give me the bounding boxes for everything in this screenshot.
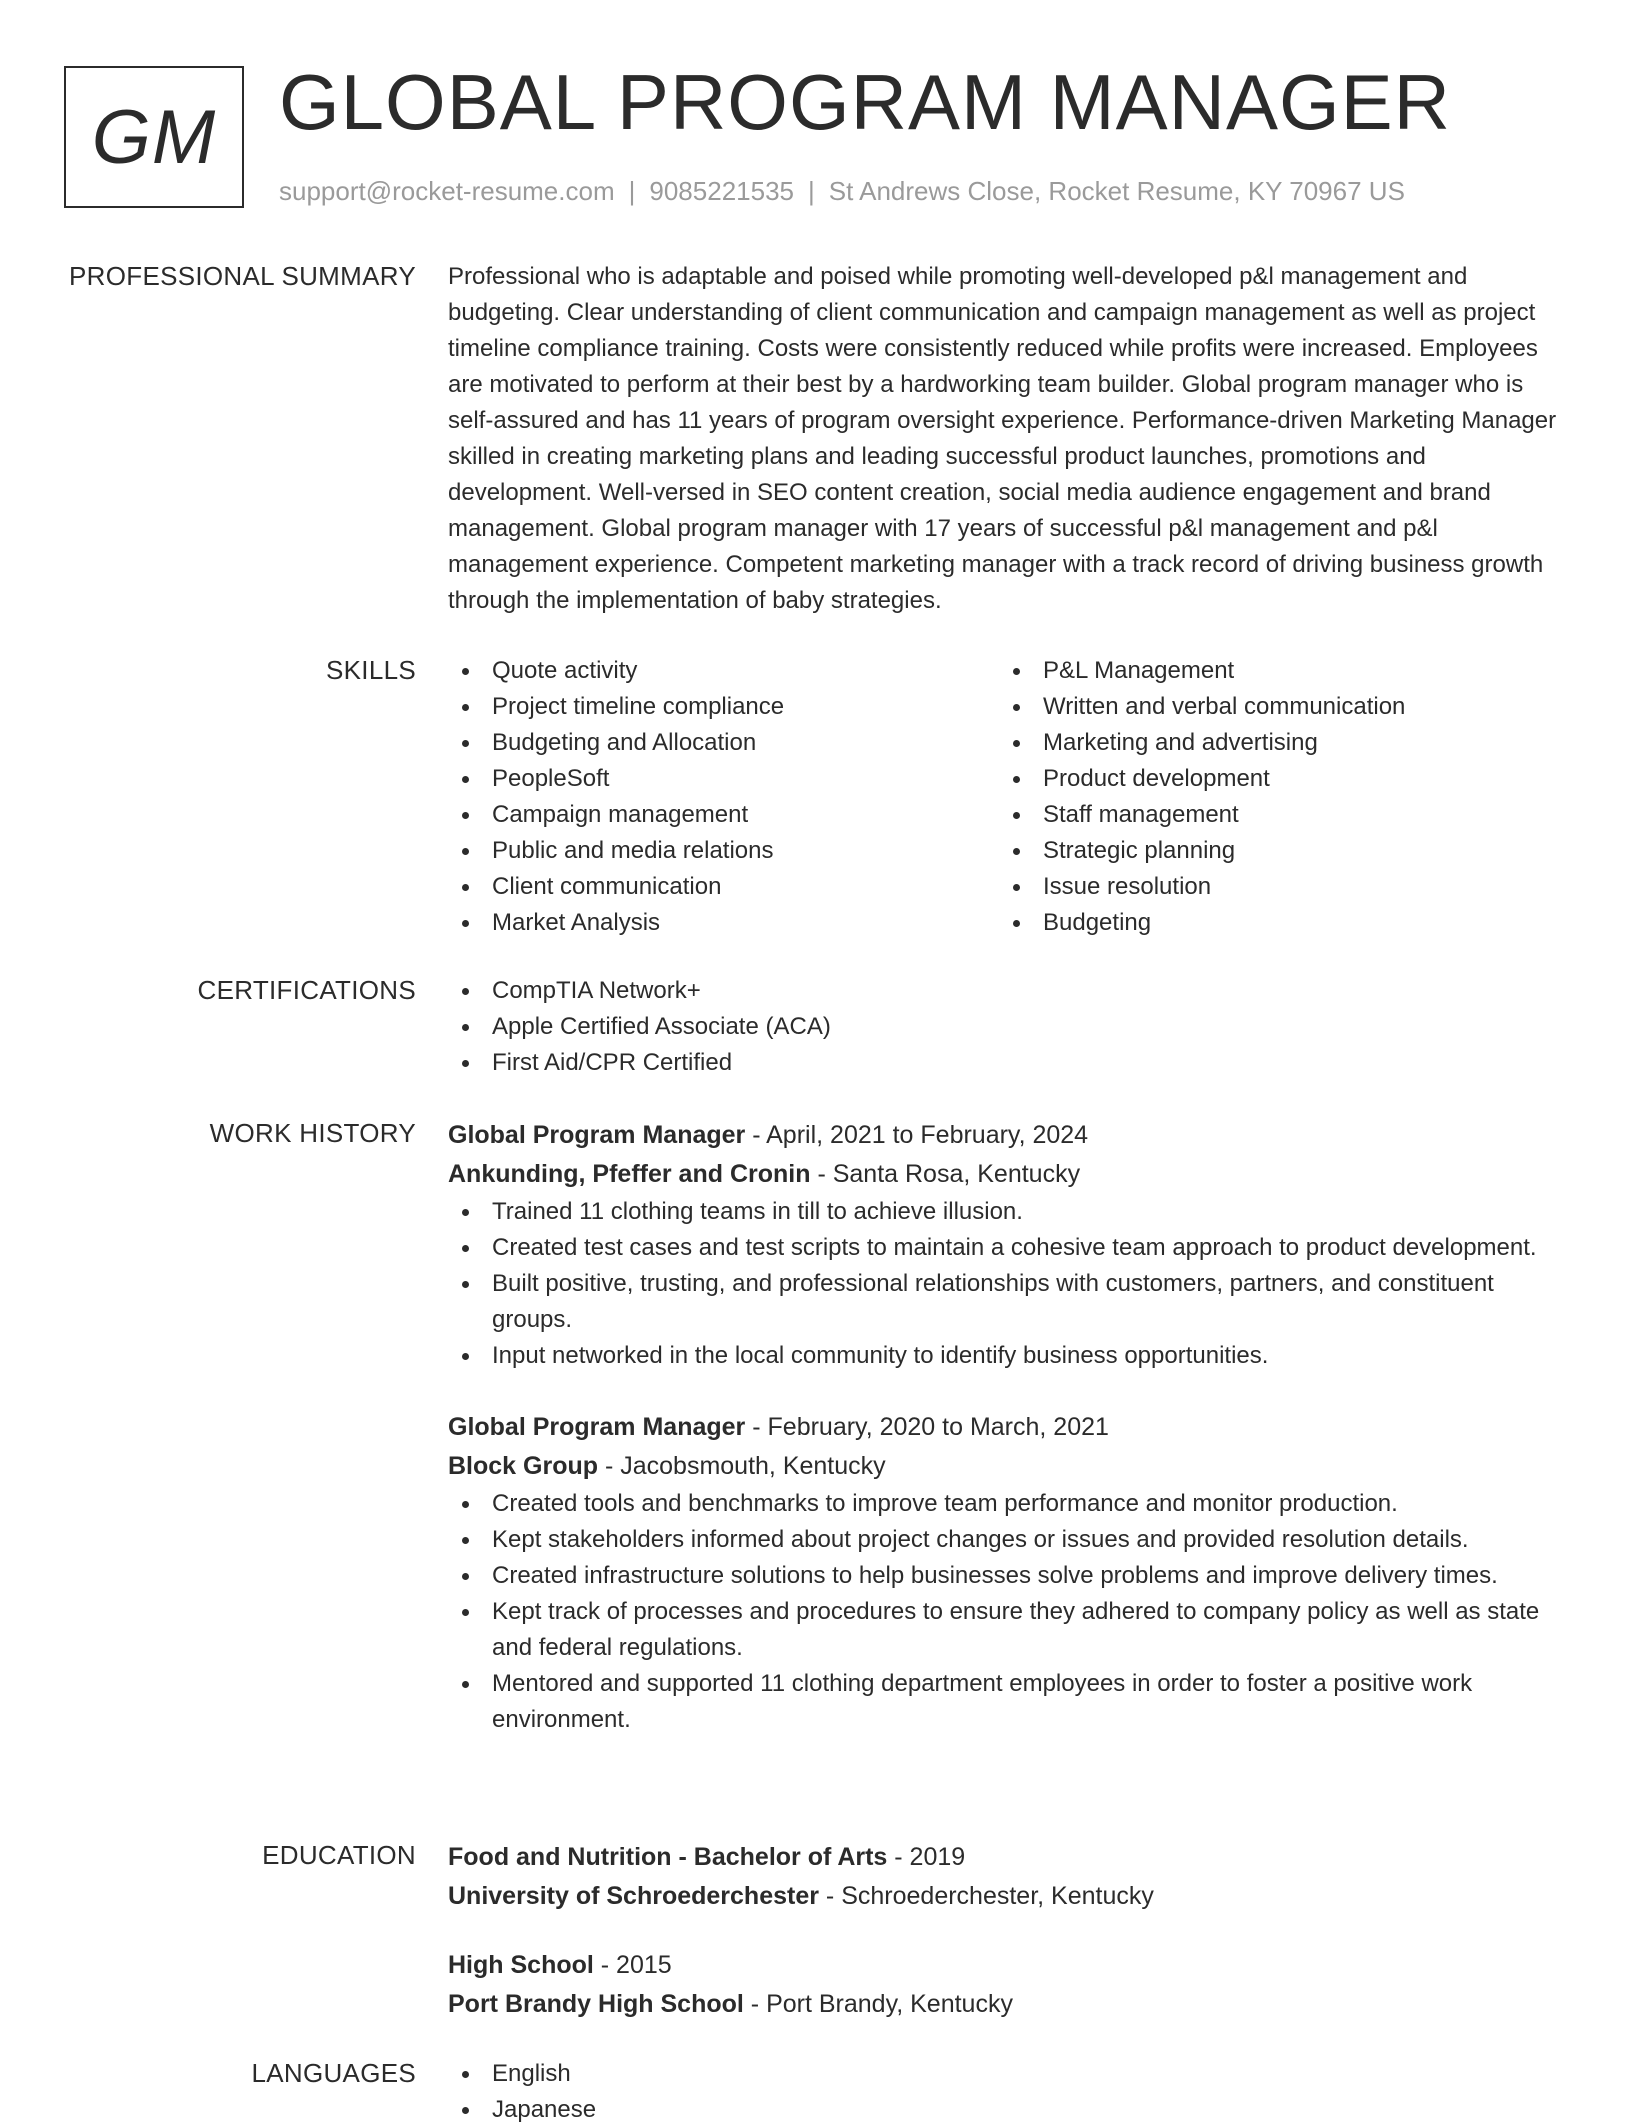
education-school-line [448, 1877, 1566, 1916]
education-degree: High School [448, 1951, 594, 1979]
page-title: GLOBAL PROGRAM MANAGER [279, 58, 1452, 146]
work-history-heading: WORK HISTORY [209, 1118, 416, 1148]
language-item: Japanese [448, 2092, 1566, 2128]
certifications-heading: CERTIFICATIONS [197, 975, 416, 1005]
skill-item: Quote activity [448, 653, 999, 689]
skill-item: Public and media relations [448, 833, 999, 869]
job-dates: - April, 2021 to February, 2024 [745, 1121, 1089, 1149]
contact-line [279, 174, 1405, 208]
skill-item: Issue resolution [999, 869, 1550, 905]
skills-list [448, 653, 1566, 941]
education-degree-line [448, 1946, 1566, 1985]
certification-item: CompTIA Network+ [448, 973, 1566, 1009]
skill-item: Staff management [999, 797, 1550, 833]
job-duty: Built positive, trusting, and professional relationships with customers, partners, and constituent groups. [448, 1266, 1566, 1338]
education-location: - Port Brandy, Kentucky [743, 1990, 1013, 2018]
skill-item: Marketing and advertising [999, 725, 1550, 761]
job-duty: Created infrastructure solutions to help businesses solve problems and improve delivery times. [448, 1558, 1566, 1594]
education-year: - 2019 [887, 1843, 966, 1871]
education-heading: EDUCATION [262, 1840, 416, 1870]
skill-item: Campaign management [448, 797, 999, 833]
skill-item: Written and verbal communication [999, 689, 1550, 725]
job-role: Global Program Manager [448, 1121, 746, 1149]
skills-column-right [999, 653, 1550, 941]
certifications-list [448, 973, 1566, 1081]
job-company-line [448, 1447, 1566, 1486]
work-history-body [448, 1116, 1566, 1738]
languages-list [448, 2056, 1566, 2128]
job-duty: Created tools and benchmarks to improve team performance and monitor production. [448, 1486, 1566, 1522]
education-year: - 2015 [593, 1951, 672, 1979]
job-duties-list [448, 1194, 1566, 1374]
education-entry [448, 1946, 1566, 2024]
job-duty: Kept track of processes and procedures to ensure they adhered to company policy as well as state and federal regulations. [448, 1594, 1566, 1666]
languages-body [448, 2056, 1566, 2128]
education-degree: Food and Nutrition - Bachelor of Arts [448, 1843, 888, 1871]
monogram: GM [64, 66, 244, 208]
summary-text: Professional who is adaptable and poised while promoting well-developed p&l management and budgeting. Clear understanding of client communication and campaign management as well as project timeline compliance training. Costs were consistently reduced while profits were increased. Employees are motivated to perform at their best by a hardworking team builder. Global program manager who is self-assured and has 11 years of program oversight experience. Performance-driven Marketing Manager skilled in creating marketing plans and leading successful product launches, promotions and development. Well-versed in SEO content creation, social media audience engagement and brand management. Global program manager with 17 years of successful p&l management and p&l management experience. Competent marketing manager with a track record of driving business growth through the implementation of baby strategies. [448, 263, 1557, 614]
certification-item: Apple Certified Associate (ACA) [448, 1009, 1566, 1045]
skill-item: Client communication [448, 869, 999, 905]
education-location: - Schroederchester, Kentucky [818, 1882, 1154, 1910]
education-school: University of Schroederchester [448, 1882, 819, 1910]
certification-item: First Aid/CPR Certified [448, 1045, 1566, 1081]
job-dates: - February, 2020 to March, 2021 [745, 1413, 1109, 1441]
certifications-body [448, 973, 1566, 1081]
job-location: - Jacobsmouth, Kentucky [598, 1452, 886, 1480]
skill-item: Market Analysis [448, 905, 999, 941]
job-duty: Input networked in the local community to identify business opportunities. [448, 1338, 1566, 1374]
job-duties-list [448, 1486, 1566, 1738]
skills-heading: SKILLS [326, 655, 416, 685]
skill-item: PeopleSoft [448, 761, 999, 797]
education-body [448, 1838, 1566, 2024]
skill-item: Project timeline compliance [448, 689, 999, 725]
education-school: Port Brandy High School [448, 1990, 744, 2018]
languages-heading: LANGUAGES [251, 2058, 416, 2088]
skills-column-left [448, 653, 999, 941]
job-entry [448, 1408, 1566, 1738]
address: St Andrews Close, Rocket Resume, KY 70967 US [828, 176, 1405, 206]
summary-heading: PROFESSIONAL SUMMARY [69, 261, 416, 291]
job-company-line [448, 1155, 1566, 1194]
contact-separator: | [628, 176, 636, 206]
job-company: Ankunding, Pfeffer and Cronin [448, 1160, 811, 1188]
job-duty: Created test cases and test scripts to maintain a cohesive team approach to product development. [448, 1230, 1566, 1266]
job-title-line [448, 1408, 1566, 1447]
skill-item: Strategic planning [999, 833, 1550, 869]
language-item: English [448, 2056, 1566, 2092]
skill-item: P&L Management [999, 653, 1550, 689]
phone[interactable]: 9085221535 [649, 176, 794, 206]
education-school-line [448, 1985, 1566, 2024]
skill-item: Budgeting [999, 905, 1550, 941]
job-duty: Trained 11 clothing teams in till to achieve illusion. [448, 1194, 1566, 1230]
education-degree-line [448, 1838, 1566, 1877]
job-duty: Kept stakeholders informed about project changes or issues and provided resolution details. [448, 1522, 1566, 1558]
job-company: Block Group [448, 1452, 599, 1480]
job-entry [448, 1116, 1566, 1374]
skill-item: Product development [999, 761, 1550, 797]
job-title-line [448, 1116, 1566, 1155]
email[interactable]: support@rocket-resume.com [279, 176, 615, 206]
summary-body [448, 259, 1566, 619]
job-location: - Santa Rosa, Kentucky [810, 1160, 1081, 1188]
job-role: Global Program Manager [448, 1413, 746, 1441]
contact-separator: | [808, 176, 815, 206]
skill-item: Budgeting and Allocation [448, 725, 999, 761]
education-entry [448, 1838, 1566, 1916]
job-duty: Mentored and supported 11 clothing department employees in order to foster a positive work environment. [448, 1666, 1566, 1738]
